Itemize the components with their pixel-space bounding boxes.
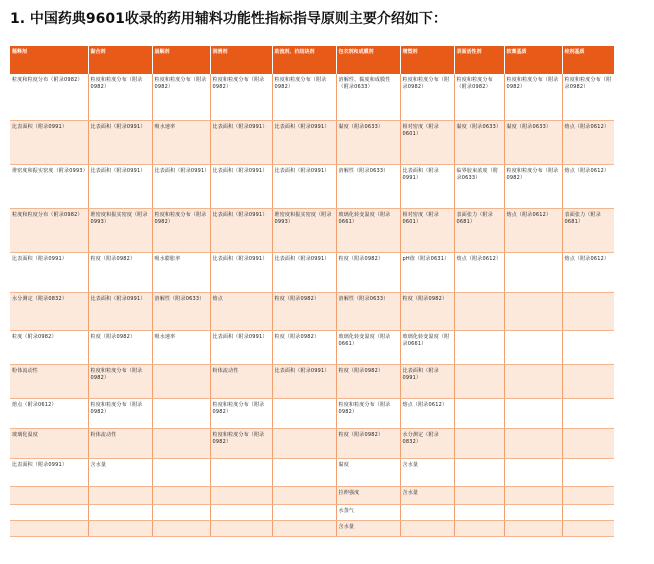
cell-text: 黏度（附录0633） <box>338 123 384 130</box>
cell-text: 粒度和粒度分布（附录0982） <box>564 77 612 91</box>
table-cell <box>454 208 504 252</box>
table-cell <box>336 458 400 486</box>
table-cell <box>272 330 336 364</box>
table-cell <box>400 292 454 330</box>
table-cell <box>454 486 504 504</box>
table-cell <box>562 252 614 292</box>
table-cell <box>400 486 454 504</box>
table-cell <box>210 364 272 398</box>
table-cell <box>454 364 504 398</box>
table-cell <box>400 330 454 364</box>
table-cell <box>10 74 88 120</box>
cell-text: 熔点（附录0612） <box>402 401 448 408</box>
table-cell <box>400 398 454 428</box>
cell-text: 熔点（附录0612） <box>456 255 502 262</box>
table-cell <box>152 428 210 458</box>
table-cell <box>88 458 152 486</box>
table-cell <box>400 252 454 292</box>
cell-text: 比表面积（附录0991） <box>12 461 68 468</box>
table-cell <box>400 504 454 520</box>
table-row <box>10 364 614 398</box>
cell-text: 拉伸强度 <box>338 489 360 496</box>
column-header: 增塑剂 <box>400 46 454 74</box>
table-cell <box>336 208 400 252</box>
table-body <box>10 74 614 536</box>
table-cell <box>454 164 504 208</box>
table-cell <box>336 428 400 458</box>
cell-text: 比表面积（附录0991） <box>212 167 268 174</box>
table-cell <box>152 458 210 486</box>
cell-text: 熔点（附录0612） <box>506 211 552 218</box>
table-cell <box>562 74 614 120</box>
table-cell <box>10 364 88 398</box>
table-cell <box>400 208 454 252</box>
table-cell <box>152 504 210 520</box>
table-row <box>10 164 614 208</box>
table-cell <box>10 208 88 252</box>
cell-text: 水分测定（附录0832） <box>402 431 439 445</box>
table-cell <box>454 252 504 292</box>
cell-text: 比表面积（附录0991） <box>274 123 330 130</box>
cell-text: 粒度（附录0982） <box>274 333 320 340</box>
table-cell <box>336 164 400 208</box>
cell-text: 熔点（附录0612） <box>564 123 610 130</box>
table-cell <box>88 504 152 520</box>
cell-text: pH值（附录0631） <box>402 255 450 262</box>
cell-text: 比表面积（附录0991） <box>402 167 439 181</box>
cell-text: 比表面积（附录0991） <box>212 211 268 218</box>
table-cell <box>336 74 400 120</box>
table-cell <box>272 74 336 120</box>
table-cell <box>272 398 336 428</box>
table-cell <box>562 164 614 208</box>
cell-text: 粒度（附录0982） <box>90 333 136 340</box>
cell-text: 吸水速率 <box>154 123 176 130</box>
table-cell <box>210 74 272 120</box>
table-cell <box>454 520 504 536</box>
table-cell <box>272 252 336 292</box>
table-cell <box>454 504 504 520</box>
cell-text: 比表面积（附录0991） <box>274 367 330 374</box>
cell-text: 粉体流动性 <box>212 367 239 374</box>
table-cell <box>454 120 504 164</box>
table-cell <box>504 486 562 504</box>
table-row <box>10 398 614 428</box>
cell-text: 熔点 <box>212 295 223 302</box>
cell-text: 临界胶束浓度（附录0633） <box>456 167 499 181</box>
table-cell <box>336 364 400 398</box>
cell-text: 玻璃化转变温度（附录0661） <box>338 333 391 347</box>
table-row <box>10 292 614 330</box>
cell-text: 粒度和粒度分布（附录0982） <box>12 211 83 218</box>
cell-text: 比表面积（附录0991） <box>212 333 268 340</box>
cell-text: 比表面积（附录0991） <box>274 255 330 262</box>
table-cell <box>210 120 272 164</box>
table-cell <box>152 252 210 292</box>
cell-text: 黏度（附录0633） <box>456 123 502 130</box>
cell-text: 含水量 <box>338 523 355 530</box>
table-cell <box>454 428 504 458</box>
table-cell <box>454 458 504 486</box>
table-cell <box>152 292 210 330</box>
table-cell <box>562 428 614 458</box>
table-cell <box>152 120 210 164</box>
table-cell <box>210 428 272 458</box>
cell-text: 粒度和粒度分布（附录0982） <box>212 77 265 91</box>
table-row <box>10 458 614 486</box>
table-cell <box>88 486 152 504</box>
table-cell <box>272 164 336 208</box>
table-cell <box>152 330 210 364</box>
cell-text: 表面张力（附录0681） <box>564 211 601 225</box>
table-cell <box>210 520 272 536</box>
table-cell <box>210 208 272 252</box>
column-header: 软膏基质 <box>504 46 562 74</box>
table-cell <box>10 486 88 504</box>
cell-text: 粒度（附录0982） <box>90 255 136 262</box>
table-row <box>10 330 614 364</box>
cell-text: 粒度和粒度分布（附录0982） <box>154 211 207 225</box>
table-row <box>10 504 614 520</box>
table-cell <box>88 252 152 292</box>
cell-text: 粒度和粒度分布（附录0982） <box>338 401 391 415</box>
table-row <box>10 428 614 458</box>
cell-text: 堆密度和振实密度（附录0993） <box>12 167 88 174</box>
cell-text: 比表面积（附录0991） <box>274 167 330 174</box>
table-cell <box>10 164 88 208</box>
cell-text: 溶解性（附录0633） <box>338 167 389 174</box>
table-cell <box>562 364 614 398</box>
table-cell <box>562 292 614 330</box>
table-cell <box>272 458 336 486</box>
cell-text: 含水量 <box>90 461 107 468</box>
table-cell <box>272 520 336 536</box>
table-row <box>10 520 614 536</box>
column-header: 稀释剂 <box>10 46 88 74</box>
cell-text: 粒度和粒度分布（附录0982） <box>506 167 559 181</box>
cell-text: 玻璃化温度 <box>12 431 39 438</box>
table-cell <box>210 504 272 520</box>
page-heading: 1. 中国药典9601收录的药用辅料功能性指标指导原则主要介绍如下： <box>10 11 447 27</box>
cell-text: 熔点（附录0612） <box>12 401 57 408</box>
cell-text: 比表面积（附录0991） <box>212 123 268 130</box>
table-row <box>10 208 614 252</box>
cell-text: 玻璃化转变温度（附录0661） <box>338 211 391 225</box>
cell-text: 粒度和粒度分布（附录0982） <box>90 401 143 415</box>
cell-text: 吸水速率 <box>154 333 176 340</box>
table-cell <box>504 364 562 398</box>
cell-text: 比表面积（附录0991） <box>90 123 146 130</box>
table-cell <box>210 486 272 504</box>
table-cell <box>454 398 504 428</box>
cell-text: 比表面积（附录0991） <box>90 295 146 302</box>
table-cell <box>400 520 454 536</box>
table-cell <box>152 164 210 208</box>
table-cell <box>152 520 210 536</box>
cell-text: 比表面积（附录0991） <box>402 367 439 381</box>
cell-text: 粒度和粒度分布（附录0982） <box>12 77 83 83</box>
column-header: 表面活性剂 <box>454 46 504 74</box>
table-cell <box>88 164 152 208</box>
cell-text: 比表面积（附录0991） <box>12 123 68 130</box>
table-cell <box>10 504 88 520</box>
cell-text: 粒度（附录0982） <box>274 295 320 302</box>
table-cell <box>152 364 210 398</box>
table-cell <box>210 252 272 292</box>
table-cell <box>272 504 336 520</box>
cell-text: 黏度（附录0633） <box>506 123 552 130</box>
table-cell <box>10 252 88 292</box>
excipient-table-wrapper <box>10 46 614 537</box>
table-cell <box>562 330 614 364</box>
cell-text: 水蒸气 <box>338 507 355 514</box>
table-cell <box>336 520 400 536</box>
cell-text: 粒度（附录0982） <box>338 367 384 374</box>
table-cell <box>272 120 336 164</box>
cell-text: 粒度和粒度分布（附录0982） <box>90 367 143 381</box>
cell-text: 含水量 <box>402 489 419 496</box>
table-cell <box>504 292 562 330</box>
table-cell <box>400 458 454 486</box>
table-cell <box>152 74 210 120</box>
table-cell <box>10 520 88 536</box>
table-cell <box>10 458 88 486</box>
table-row <box>10 486 614 504</box>
cell-text: 溶解性、黏度和成膜性（附录0633） <box>338 77 391 91</box>
table-cell <box>88 520 152 536</box>
table-cell <box>562 398 614 428</box>
cell-text: 粒度和粒度分布（附录0982） <box>90 77 143 91</box>
table-cell <box>504 74 562 120</box>
table-cell <box>504 504 562 520</box>
table-cell <box>10 428 88 458</box>
table-cell <box>562 458 614 486</box>
table-cell <box>152 208 210 252</box>
table-cell <box>10 292 88 330</box>
cell-text: 粒度和粒度分布（附录0982） <box>212 431 265 445</box>
table-cell <box>10 120 88 164</box>
table-cell <box>562 208 614 252</box>
cell-text: 比表面积（附录0991） <box>12 255 68 262</box>
table-cell <box>152 398 210 428</box>
cell-text: 比表面积（附录0991） <box>90 167 146 174</box>
table-cell <box>504 458 562 486</box>
cell-text: 溶解性（附录0633） <box>338 295 389 302</box>
cell-text: 熔点（附录0612） <box>564 167 610 174</box>
table-cell <box>88 120 152 164</box>
cell-text: 相对密度（附录0601） <box>402 211 439 225</box>
cell-text: 溶解性（附录0633） <box>154 295 205 302</box>
table-cell <box>272 208 336 252</box>
table-cell <box>562 504 614 520</box>
cell-text: 粉体流动性 <box>90 431 117 438</box>
cell-text: 堆密度和振实密度（附录0993） <box>90 211 148 225</box>
cell-text: 比表面积（附录0991） <box>212 255 268 262</box>
table-cell <box>504 398 562 428</box>
column-header: 崩解剂 <box>152 46 210 74</box>
table-cell <box>562 486 614 504</box>
cell-text: 相对密度（附录0601） <box>402 123 439 137</box>
cell-text: 粒度（附录0982） <box>338 255 384 262</box>
table-cell <box>88 292 152 330</box>
cell-text: 吸水膨胀率 <box>154 255 181 262</box>
table-cell <box>88 330 152 364</box>
column-header: 助流剂、抗结块剂 <box>272 46 336 74</box>
table-row <box>10 120 614 164</box>
table-cell <box>272 428 336 458</box>
table-cell <box>504 428 562 458</box>
cell-text: 水分测定（附录0832） <box>12 295 68 302</box>
cell-text: 粒度和粒度分布（附录0982） <box>274 77 327 91</box>
table-cell <box>272 292 336 330</box>
table-cell <box>454 292 504 330</box>
table-cell <box>88 428 152 458</box>
table-cell <box>152 486 210 504</box>
table-cell <box>336 504 400 520</box>
table-header-row <box>10 46 614 74</box>
table-cell <box>272 364 336 398</box>
table-cell <box>400 120 454 164</box>
table-cell <box>88 398 152 428</box>
cell-text: 比表面积（附录0991） <box>154 167 210 174</box>
table-row <box>10 252 614 292</box>
table-cell <box>88 208 152 252</box>
cell-text: 粒度和粒度分布（附录0982） <box>402 77 450 91</box>
table-cell <box>10 330 88 364</box>
table-cell <box>562 120 614 164</box>
table-cell <box>210 164 272 208</box>
table-cell <box>210 292 272 330</box>
table-cell <box>272 486 336 504</box>
column-header: 黏合剂 <box>88 46 152 74</box>
excipient-function-table <box>10 46 614 537</box>
cell-text: 黏度 <box>338 461 349 468</box>
cell-text: 熔点（附录0612） <box>564 255 610 262</box>
table-cell <box>210 458 272 486</box>
cell-text: 玻璃化转变温度（附录0661） <box>402 333 450 347</box>
table-cell <box>400 164 454 208</box>
cell-text: 堆密度和振实密度（附录0993） <box>274 211 332 225</box>
table-cell <box>10 398 88 428</box>
table-cell <box>504 252 562 292</box>
table-cell <box>504 330 562 364</box>
table-cell <box>336 252 400 292</box>
table-cell <box>88 364 152 398</box>
cell-text: 粉体流动性 <box>12 367 39 374</box>
table-cell <box>336 486 400 504</box>
table-cell <box>336 292 400 330</box>
cell-text: 粒度和粒度分布（附录0982） <box>212 401 265 415</box>
table-cell <box>400 74 454 120</box>
table-cell <box>400 364 454 398</box>
cell-text: 粒度和粒度分布（附录0982） <box>506 77 559 91</box>
cell-text: 粒度（附录0982） <box>402 295 448 302</box>
table-cell <box>336 120 400 164</box>
cell-text: 含水量 <box>402 461 419 468</box>
table-cell <box>210 398 272 428</box>
cell-text: 粒度和粒度分布（附录0982） <box>456 77 493 91</box>
cell-text: 粒度和粒度分布（附录0982） <box>154 77 207 91</box>
cell-text: 粒度（附录0982） <box>12 333 57 340</box>
column-header: 栓剂基质 <box>562 46 614 74</box>
table-cell <box>210 330 272 364</box>
cell-text: 表面张力（附录0681） <box>456 211 493 225</box>
table-cell <box>504 120 562 164</box>
column-header: 包衣剂和成膜剂 <box>336 46 400 74</box>
table-cell <box>504 208 562 252</box>
column-header: 润滑剂 <box>210 46 272 74</box>
table-cell <box>400 428 454 458</box>
table-cell <box>504 520 562 536</box>
table-cell <box>562 520 614 536</box>
table-row <box>10 74 614 120</box>
table-cell <box>454 330 504 364</box>
table-cell <box>454 74 504 120</box>
table-cell <box>88 74 152 120</box>
table-cell <box>504 164 562 208</box>
table-cell <box>336 330 400 364</box>
cell-text: 粒度（附录0982） <box>338 431 384 438</box>
table-cell <box>336 398 400 428</box>
